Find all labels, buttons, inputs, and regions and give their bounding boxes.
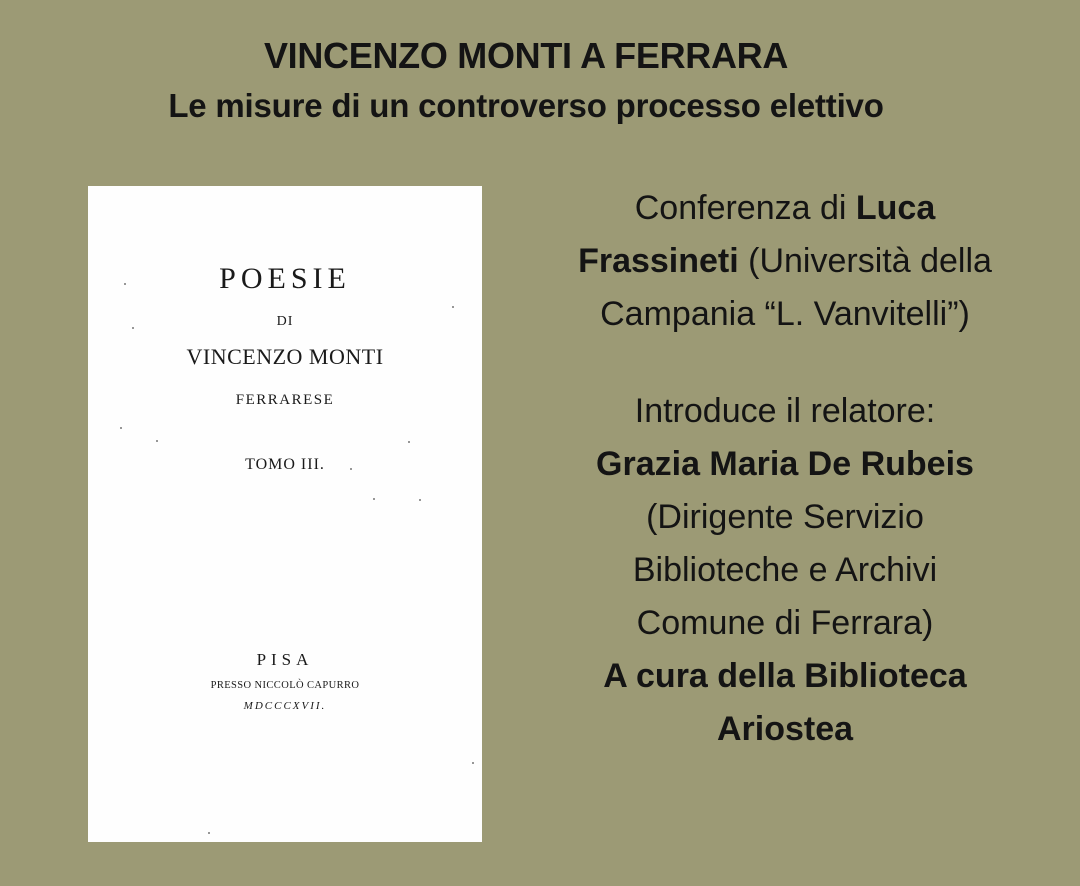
book-title-page-image — [88, 186, 482, 842]
role-line-2 — [512, 548, 1058, 601]
organizer-cont: Ariostea — [716, 710, 854, 748]
conference-prefix: Conferenza di — [634, 189, 856, 227]
introducer-role-cont: Biblioteche e Archivi — [632, 551, 938, 589]
speaker-last-name: Frassineti — [578, 242, 739, 280]
book-volume: TOMO III. — [245, 456, 325, 473]
book-year: MDCCCXVII. — [243, 700, 327, 712]
paper-speck — [156, 440, 158, 442]
paper-speck — [120, 427, 122, 429]
introducer-line — [512, 442, 1058, 495]
speaker-first-name: Luca — [855, 189, 936, 227]
speaker-affiliation: (Università della — [738, 242, 992, 280]
introducer-role-end: Comune di Ferrara) — [636, 604, 934, 642]
paper-speck — [419, 499, 421, 501]
header — [0, 34, 1052, 128]
speaker-affiliation-cont: Campania “L. Vanvitelli”) — [600, 295, 970, 333]
paper-speck — [472, 762, 474, 764]
book-preposition: DI — [276, 314, 294, 329]
organizer-line-1 — [512, 654, 1058, 707]
paper-speck — [208, 832, 210, 834]
event-subtitle: Le misure di un controverso processo elettivo — [168, 87, 884, 124]
role-line-1 — [512, 495, 1058, 548]
book-author: VINCENZO MONTI — [186, 344, 384, 369]
introduces-line — [512, 389, 1058, 442]
event-info — [512, 186, 1058, 760]
conference-line — [512, 186, 1058, 239]
introducer-role: (Dirigente Servizio — [646, 498, 924, 536]
event-title: VINCENZO MONTI A FERRARA — [263, 35, 789, 76]
book-author-origin: FERRARESE — [235, 392, 335, 408]
role-line-3 — [512, 601, 1058, 654]
spacer — [512, 345, 1058, 389]
book-title: POESIE — [219, 262, 351, 295]
speaker-line — [512, 239, 1058, 292]
introducer-name: Grazia Maria De Rubeis — [596, 445, 974, 483]
book-publisher: PRESSO NICCOLÒ CAPURRO — [210, 680, 360, 691]
affiliation-line — [512, 292, 1058, 345]
introduces-label: Introduce il relatore: — [634, 392, 936, 430]
paper-speck — [373, 498, 375, 500]
book-place: PISA — [256, 650, 314, 669]
organizer: A cura della Biblioteca — [603, 657, 967, 695]
organizer-line-2 — [512, 707, 1058, 760]
paper-speck — [452, 306, 454, 308]
paper-speck — [408, 441, 410, 443]
